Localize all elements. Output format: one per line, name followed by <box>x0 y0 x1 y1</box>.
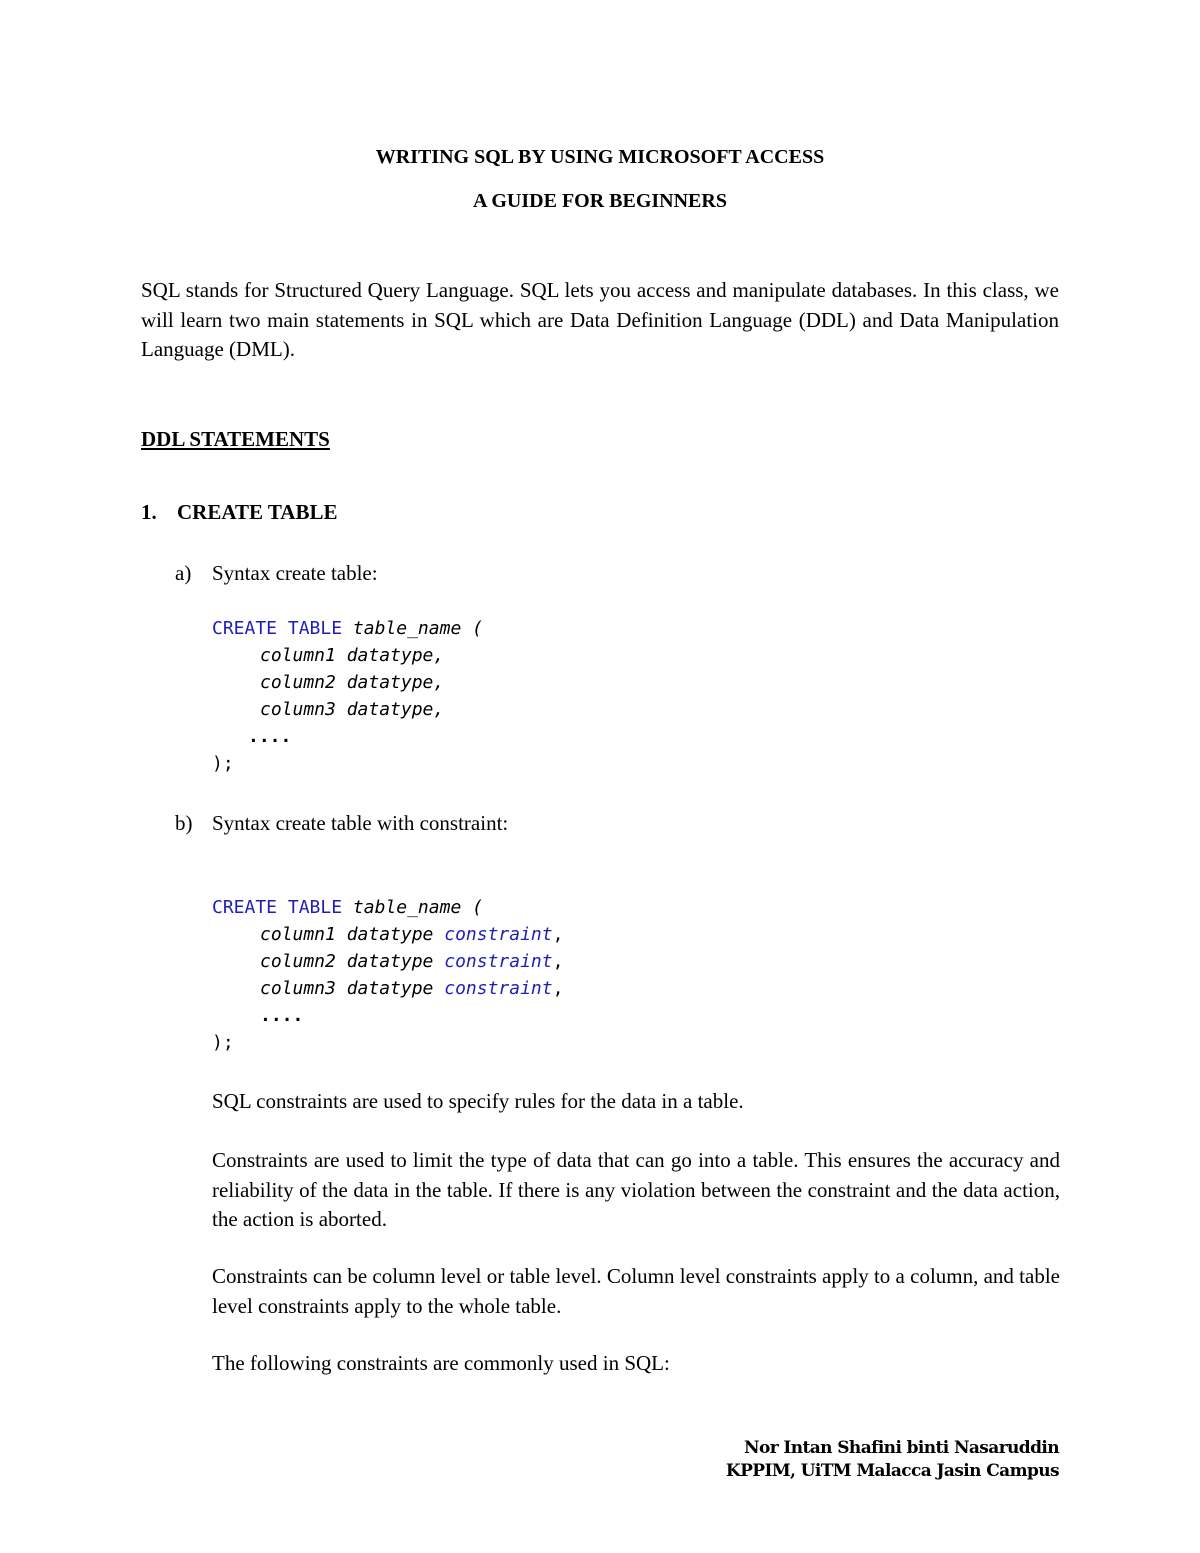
sub-a-text: Syntax create table: <box>212 561 378 585</box>
code-close: ); <box>212 1032 234 1053</box>
code-constraint: constraint <box>444 951 553 972</box>
code-close: ); <box>212 753 234 774</box>
code-table-name: table_name ( <box>352 618 483 639</box>
code-column: column3 datatype, <box>260 699 445 720</box>
code-column: column2 datatype constraint, <box>260 951 564 972</box>
code-block-a <box>212 615 483 777</box>
code-constraint: constraint <box>444 924 553 945</box>
paragraph-constraints-intro: SQL constraints are used to specify rules for the data in a table. <box>212 1089 744 1113</box>
paragraph-constraints-purpose: Constraints are used to limit the type of data that can go into a table. This ensures the accuracy and reliability of the data in the table. If there is any violation between the constraint and the data action, the action is aborted. <box>212 1148 1060 1231</box>
code-ellipsis: .... <box>260 1005 304 1026</box>
footer-institution: KPPIM, UiTM Malacca Jasin Campus <box>725 1461 1059 1481</box>
code-column: column1 datatype, <box>260 645 445 666</box>
paragraph-constraints-list-intro: The following constraints are commonly used in SQL: <box>212 1351 670 1375</box>
sub-b-text: Syntax create table with constraint: <box>212 811 509 835</box>
code-ellipsis: .... <box>248 726 292 747</box>
paragraph-constraints-level: Constraints can be column level or table level. Column level constraints apply to a column, and table level constraints apply to the whole table. <box>212 1264 1060 1318</box>
document-title: WRITING SQL BY USING MICROSOFT ACCESS <box>375 146 825 168</box>
code-block-b <box>212 894 563 1056</box>
sub-b-marker: b) <box>175 811 193 835</box>
document-subtitle: A GUIDE FOR BEGINNERS <box>473 190 727 212</box>
code-column: column1 datatype constraint, <box>260 924 564 945</box>
code-keyword: TABLE <box>287 618 343 639</box>
code-keyword: TABLE <box>287 897 343 918</box>
code-keyword: CREATE <box>212 618 278 639</box>
code-column: column2 datatype, <box>260 672 445 693</box>
code-table-name: table_name ( <box>352 897 483 918</box>
item-number: 1. <box>141 500 157 524</box>
sub-a-marker: a) <box>175 561 192 585</box>
code-column: column3 datatype constraint, <box>260 978 564 999</box>
code-constraint: constraint <box>444 978 553 999</box>
code-line <box>212 897 483 918</box>
code-keyword: CREATE <box>212 897 278 918</box>
item-title: CREATE TABLE <box>177 500 338 524</box>
footer-author: Nor Intan Shafini binti Nasaruddin <box>744 1438 1059 1458</box>
intro-paragraph: SQL stands for Structured Query Language. SQL lets you access and manipulate databases. In this class, we will learn two main statements in SQL which are Data Definition Language (DDL) and Data Manipulation Language (DML). <box>141 278 1059 361</box>
code-line <box>212 618 483 639</box>
section-heading: DDL STATEMENTS <box>141 427 330 451</box>
